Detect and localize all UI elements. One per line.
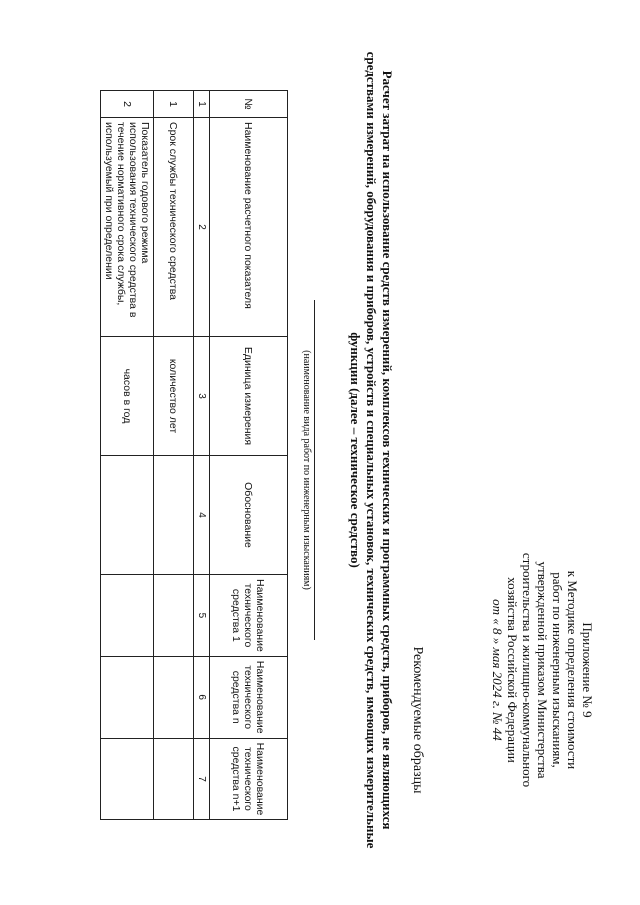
col-number: 2 (194, 118, 210, 337)
appendix-signature-line: от « 8 » мая 2024 г. № 44 (490, 599, 505, 741)
row-no: 1 (154, 91, 194, 118)
row-basis (154, 456, 194, 575)
row-indicator-name: Показатель годового режима использования технического средства в течение нормативного срока службы, используемый при определении (101, 118, 154, 337)
col-number: 6 (194, 656, 210, 738)
header-tool-n1: Наименование технического средства n+1 (210, 738, 288, 820)
row-tool-n1 (154, 738, 194, 820)
header-tool-n: Наименование технического средства n (210, 656, 288, 738)
col-number: 5 (194, 575, 210, 657)
survey-type-caption: (наименование вида работ по инженерным изысканиям) (301, 350, 312, 590)
row-tool-1 (101, 575, 154, 657)
row-unit: количество лет (154, 337, 194, 456)
survey-type-fill-line (314, 300, 315, 640)
header-no: № (210, 91, 288, 118)
col-number: 4 (194, 456, 210, 575)
row-indicator-name: Срок службы технического средства (154, 118, 194, 337)
table-row (101, 91, 154, 820)
appendix-line: утвержденной приказом Министерства (535, 561, 550, 779)
recommended-samples-label: Рекомендуемые образцы (410, 646, 425, 794)
row-tool-n (154, 656, 194, 738)
appendix-line: к Методике определения стоимости (565, 570, 580, 770)
appendix-line: хозяйства Российской Федерации (505, 577, 520, 763)
header-unit: Единица измерения (210, 337, 288, 456)
appendix-line: строительства и жилищно-коммунального (520, 552, 535, 788)
row-tool-1 (154, 575, 194, 657)
calculation-table (100, 90, 288, 820)
row-tool-n1 (101, 738, 154, 820)
appendix-block (490, 470, 595, 870)
column-number-row (194, 91, 210, 820)
row-basis (101, 456, 154, 575)
document-heading: Расчет затрат на использование средств измерений, комплексов технических и программных средств, приборов, не являющихся средствами измерений, оборудования и приборов, устройств и специальных установок, технических средств, имеющих измерительные функции (далее – техническое средство) (348, 51, 395, 849)
col-number: 3 (194, 337, 210, 456)
appendix-title: Приложение № 9 (580, 622, 595, 718)
header-basis: Обоснование (210, 456, 288, 575)
col-number: 1 (194, 91, 210, 118)
row-unit: часов в год (101, 337, 154, 456)
header-tool-1: Наименование технического средства 1 (210, 575, 288, 657)
table-row (154, 91, 194, 820)
col-number: 7 (194, 738, 210, 820)
row-tool-n (101, 656, 154, 738)
table-header-row (210, 91, 288, 820)
row-no: 2 (101, 91, 154, 118)
appendix-line: работ по инженерным изысканиям, (550, 572, 565, 768)
header-indicator-name: Наименование расчетного показателя (210, 118, 288, 337)
